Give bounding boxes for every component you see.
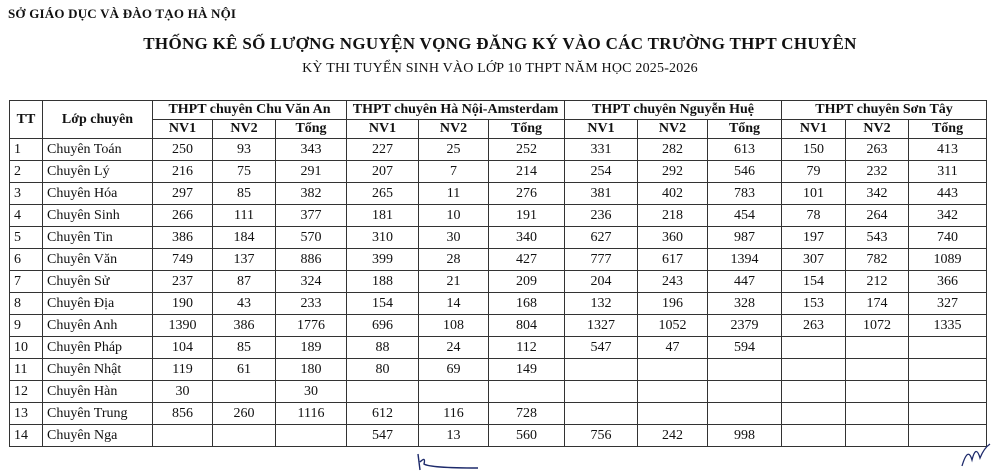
initials-mark	[958, 440, 994, 470]
hna-total-cell: 149	[489, 359, 565, 381]
st-nv2-cell	[846, 403, 909, 425]
school-header-nguyen-hue: THPT chuyên Nguyễn Huệ	[565, 101, 782, 120]
st-nv1-cell: 154	[782, 271, 846, 293]
nh-total-cell: 987	[708, 227, 782, 249]
subject-cell: Chuyên Nga	[43, 425, 153, 447]
nh-total-cell: 1394	[708, 249, 782, 271]
nh-nv2-cell: 196	[638, 293, 708, 315]
school-header-son-tay: THPT chuyên Sơn Tây	[782, 101, 987, 120]
signature-mark	[412, 452, 482, 472]
cva-total-cell: 233	[276, 293, 347, 315]
hna-total-cell: 209	[489, 271, 565, 293]
hna-total-cell: 340	[489, 227, 565, 249]
nh-nv1-cell: 381	[565, 183, 638, 205]
hna-nv1-cell: 154	[347, 293, 419, 315]
cva-nv2-cell: 85	[213, 337, 276, 359]
document-subtitle: KỲ THI TUYỂN SINH VÀO LỚP 10 THPT NĂM HỌC 2025-2026	[302, 61, 698, 76]
nh-nv1-cell	[565, 403, 638, 425]
st-nv1-cell	[782, 425, 846, 447]
nh-nv1-cell: 1327	[565, 315, 638, 337]
statistics-table	[9, 100, 987, 447]
nv2-header: NV2	[638, 120, 708, 139]
tt-header: TT	[10, 101, 43, 139]
table-row	[10, 139, 987, 161]
hna-nv1-cell: 547	[347, 425, 419, 447]
nh-nv2-cell: 292	[638, 161, 708, 183]
st-nv2-cell: 174	[846, 293, 909, 315]
cva-nv1-cell: 216	[153, 161, 213, 183]
nh-nv1-cell: 236	[565, 205, 638, 227]
hna-total-cell: 276	[489, 183, 565, 205]
cva-total-cell: 570	[276, 227, 347, 249]
nh-nv1-cell: 132	[565, 293, 638, 315]
nv1-header: NV1	[153, 120, 213, 139]
nh-total-cell: 594	[708, 337, 782, 359]
nh-nv1-cell	[565, 381, 638, 403]
st-nv2-cell	[846, 425, 909, 447]
cva-total-cell: 1776	[276, 315, 347, 337]
table-row	[10, 183, 987, 205]
hna-nv1-cell: 207	[347, 161, 419, 183]
hna-total-cell: 728	[489, 403, 565, 425]
hna-total-cell: 168	[489, 293, 565, 315]
cva-nv2-cell: 75	[213, 161, 276, 183]
cva-nv2-cell: 184	[213, 227, 276, 249]
st-total-cell	[909, 403, 987, 425]
row-number: 7	[10, 271, 43, 293]
cva-total-cell: 189	[276, 337, 347, 359]
table-row	[10, 249, 987, 271]
nh-total-cell: 613	[708, 139, 782, 161]
nh-total-cell	[708, 403, 782, 425]
st-nv1-cell: 101	[782, 183, 846, 205]
cva-nv2-cell: 43	[213, 293, 276, 315]
cva-nv2-cell: 260	[213, 403, 276, 425]
cva-nv1-cell: 119	[153, 359, 213, 381]
hna-total-cell: 112	[489, 337, 565, 359]
st-nv2-cell: 212	[846, 271, 909, 293]
nh-nv2-cell: 282	[638, 139, 708, 161]
cva-nv1-cell: 386	[153, 227, 213, 249]
hna-total-cell: 191	[489, 205, 565, 227]
cva-nv2-cell	[213, 381, 276, 403]
nv2-header: NV2	[213, 120, 276, 139]
row-number: 1	[10, 139, 43, 161]
document-title: THỐNG KÊ SỐ LƯỢNG NGUYỆN VỌNG ĐĂNG KÝ VÀO CÁC TRƯỜNG THPT CHUYÊN	[143, 34, 857, 53]
st-total-cell: 1335	[909, 315, 987, 337]
cva-nv1-cell: 856	[153, 403, 213, 425]
hna-nv2-cell: 116	[419, 403, 489, 425]
subject-cell: Chuyên Trung	[43, 403, 153, 425]
nh-nv2-cell: 617	[638, 249, 708, 271]
total-header: Tổng	[489, 120, 565, 139]
hna-nv2-cell: 21	[419, 271, 489, 293]
row-number: 9	[10, 315, 43, 337]
st-nv1-cell: 79	[782, 161, 846, 183]
nv2-header: NV2	[419, 120, 489, 139]
row-number: 11	[10, 359, 43, 381]
st-total-cell	[909, 337, 987, 359]
st-total-cell: 366	[909, 271, 987, 293]
hna-nv1-cell: 80	[347, 359, 419, 381]
cva-total-cell: 382	[276, 183, 347, 205]
cva-total-cell: 291	[276, 161, 347, 183]
cva-total-cell: 886	[276, 249, 347, 271]
table-body	[10, 139, 987, 447]
st-nv1-cell	[782, 337, 846, 359]
table-row	[10, 425, 987, 447]
cva-nv1-cell: 104	[153, 337, 213, 359]
cva-total-cell: 343	[276, 139, 347, 161]
cva-total-cell: 180	[276, 359, 347, 381]
row-number: 14	[10, 425, 43, 447]
agency-name: SỞ GIÁO DỤC VÀ ĐÀO TẠO HÀ NỘI	[8, 6, 237, 21]
row-number: 5	[10, 227, 43, 249]
subject-cell: Chuyên Lý	[43, 161, 153, 183]
nh-total-cell: 998	[708, 425, 782, 447]
hna-nv2-cell: 25	[419, 139, 489, 161]
hna-nv2-cell: 108	[419, 315, 489, 337]
cva-nv1-cell: 749	[153, 249, 213, 271]
nh-nv2-cell: 360	[638, 227, 708, 249]
subject-cell: Chuyên Địa	[43, 293, 153, 315]
cva-total-cell: 1116	[276, 403, 347, 425]
st-nv2-cell: 264	[846, 205, 909, 227]
table-row	[10, 337, 987, 359]
table-row	[10, 227, 987, 249]
total-header: Tổng	[708, 120, 782, 139]
table-row	[10, 315, 987, 337]
subject-cell: Chuyên Anh	[43, 315, 153, 337]
st-nv1-cell	[782, 359, 846, 381]
nh-nv2-cell: 1052	[638, 315, 708, 337]
hna-total-cell: 252	[489, 139, 565, 161]
hna-total-cell	[489, 381, 565, 403]
nh-total-cell: 546	[708, 161, 782, 183]
table-row	[10, 403, 987, 425]
st-nv2-cell	[846, 359, 909, 381]
nh-nv2-cell	[638, 381, 708, 403]
hna-nv2-cell	[419, 381, 489, 403]
nh-nv2-cell	[638, 403, 708, 425]
st-total-cell	[909, 359, 987, 381]
hna-nv1-cell: 612	[347, 403, 419, 425]
table-row	[10, 381, 987, 403]
cva-nv1-cell: 1390	[153, 315, 213, 337]
table-row	[10, 359, 987, 381]
hna-nv1-cell: 310	[347, 227, 419, 249]
hna-total-cell: 560	[489, 425, 565, 447]
subject-cell: Chuyên Văn	[43, 249, 153, 271]
nv1-header: NV1	[347, 120, 419, 139]
nv2-header: NV2	[846, 120, 909, 139]
st-nv1-cell: 263	[782, 315, 846, 337]
st-total-cell: 1089	[909, 249, 987, 271]
hna-nv1-cell	[347, 381, 419, 403]
nh-nv1-cell: 331	[565, 139, 638, 161]
cva-total-cell: 30	[276, 381, 347, 403]
nh-nv2-cell	[638, 359, 708, 381]
cva-nv2-cell: 87	[213, 271, 276, 293]
cva-nv1-cell: 237	[153, 271, 213, 293]
cva-nv2-cell: 137	[213, 249, 276, 271]
hna-nv1-cell: 181	[347, 205, 419, 227]
hna-nv2-cell: 11	[419, 183, 489, 205]
row-number: 4	[10, 205, 43, 227]
hna-nv2-cell: 13	[419, 425, 489, 447]
table-row	[10, 161, 987, 183]
nv1-header: NV1	[565, 120, 638, 139]
cva-nv2-cell: 93	[213, 139, 276, 161]
hna-nv1-cell: 88	[347, 337, 419, 359]
nh-nv2-cell: 243	[638, 271, 708, 293]
st-nv1-cell: 153	[782, 293, 846, 315]
subject-cell: Chuyên Hàn	[43, 381, 153, 403]
st-nv1-cell	[782, 403, 846, 425]
sub-header-row	[10, 120, 987, 139]
nv1-header: NV1	[782, 120, 846, 139]
row-number: 6	[10, 249, 43, 271]
nh-total-cell	[708, 381, 782, 403]
st-nv2-cell: 342	[846, 183, 909, 205]
hna-nv1-cell: 399	[347, 249, 419, 271]
hna-nv1-cell: 188	[347, 271, 419, 293]
hna-total-cell: 214	[489, 161, 565, 183]
cva-nv1-cell: 297	[153, 183, 213, 205]
cva-nv1-cell	[153, 425, 213, 447]
hna-nv2-cell: 24	[419, 337, 489, 359]
st-total-cell: 327	[909, 293, 987, 315]
nh-total-cell	[708, 359, 782, 381]
nh-total-cell: 328	[708, 293, 782, 315]
st-total-cell: 740	[909, 227, 987, 249]
hna-nv2-cell: 7	[419, 161, 489, 183]
row-number: 8	[10, 293, 43, 315]
st-nv2-cell: 782	[846, 249, 909, 271]
st-nv2-cell: 232	[846, 161, 909, 183]
subject-cell: Chuyên Sử	[43, 271, 153, 293]
table-row	[10, 293, 987, 315]
cva-nv2-cell: 61	[213, 359, 276, 381]
cva-total-cell	[276, 425, 347, 447]
hna-total-cell: 804	[489, 315, 565, 337]
st-nv1-cell: 78	[782, 205, 846, 227]
st-total-cell: 342	[909, 205, 987, 227]
hna-total-cell: 427	[489, 249, 565, 271]
school-header-ha-noi-amsterdam: THPT chuyên Hà Nội-Amsterdam	[347, 101, 565, 120]
nh-total-cell: 2379	[708, 315, 782, 337]
nh-nv1-cell: 756	[565, 425, 638, 447]
row-number: 10	[10, 337, 43, 359]
hna-nv2-cell: 10	[419, 205, 489, 227]
cva-nv2-cell	[213, 425, 276, 447]
st-total-cell: 311	[909, 161, 987, 183]
nh-nv1-cell	[565, 359, 638, 381]
st-nv1-cell: 307	[782, 249, 846, 271]
cva-nv2-cell: 85	[213, 183, 276, 205]
st-total-cell	[909, 381, 987, 403]
hna-nv1-cell: 265	[347, 183, 419, 205]
st-total-cell: 443	[909, 183, 987, 205]
school-header-row	[10, 101, 987, 120]
cva-total-cell: 377	[276, 205, 347, 227]
cva-nv1-cell: 30	[153, 381, 213, 403]
nh-total-cell: 454	[708, 205, 782, 227]
nh-total-cell: 447	[708, 271, 782, 293]
st-nv2-cell: 543	[846, 227, 909, 249]
hna-nv2-cell: 69	[419, 359, 489, 381]
st-nv2-cell: 1072	[846, 315, 909, 337]
st-nv1-cell	[782, 381, 846, 403]
st-nv2-cell: 263	[846, 139, 909, 161]
subject-cell: Chuyên Sinh	[43, 205, 153, 227]
total-header: Tổng	[909, 120, 987, 139]
hna-nv2-cell: 14	[419, 293, 489, 315]
row-number: 2	[10, 161, 43, 183]
hna-nv1-cell: 227	[347, 139, 419, 161]
st-total-cell: 413	[909, 139, 987, 161]
st-nv1-cell: 150	[782, 139, 846, 161]
subject-cell: Chuyên Nhật	[43, 359, 153, 381]
total-header: Tổng	[276, 120, 347, 139]
cva-nv1-cell: 190	[153, 293, 213, 315]
nh-nv1-cell: 204	[565, 271, 638, 293]
row-number: 3	[10, 183, 43, 205]
table-row	[10, 205, 987, 227]
table-row	[10, 271, 987, 293]
cva-nv2-cell: 386	[213, 315, 276, 337]
st-nv2-cell	[846, 381, 909, 403]
school-header-chu-van-an: THPT chuyên Chu Văn An	[153, 101, 347, 120]
cva-nv1-cell: 250	[153, 139, 213, 161]
nh-nv1-cell: 254	[565, 161, 638, 183]
nh-total-cell: 783	[708, 183, 782, 205]
cva-nv1-cell: 266	[153, 205, 213, 227]
nh-nv2-cell: 218	[638, 205, 708, 227]
cva-nv2-cell: 111	[213, 205, 276, 227]
nh-nv2-cell: 242	[638, 425, 708, 447]
nh-nv1-cell: 547	[565, 337, 638, 359]
subject-header: Lớp chuyên	[43, 101, 153, 139]
subject-cell: Chuyên Tin	[43, 227, 153, 249]
nh-nv2-cell: 402	[638, 183, 708, 205]
st-nv2-cell	[846, 337, 909, 359]
subject-cell: Chuyên Pháp	[43, 337, 153, 359]
hna-nv1-cell: 696	[347, 315, 419, 337]
subject-cell: Chuyên Toán	[43, 139, 153, 161]
row-number: 13	[10, 403, 43, 425]
st-nv1-cell: 197	[782, 227, 846, 249]
nh-nv2-cell: 47	[638, 337, 708, 359]
subject-cell: Chuyên Hóa	[43, 183, 153, 205]
nh-nv1-cell: 777	[565, 249, 638, 271]
nh-nv1-cell: 627	[565, 227, 638, 249]
row-number: 12	[10, 381, 43, 403]
hna-nv2-cell: 30	[419, 227, 489, 249]
hna-nv2-cell: 28	[419, 249, 489, 271]
cva-total-cell: 324	[276, 271, 347, 293]
